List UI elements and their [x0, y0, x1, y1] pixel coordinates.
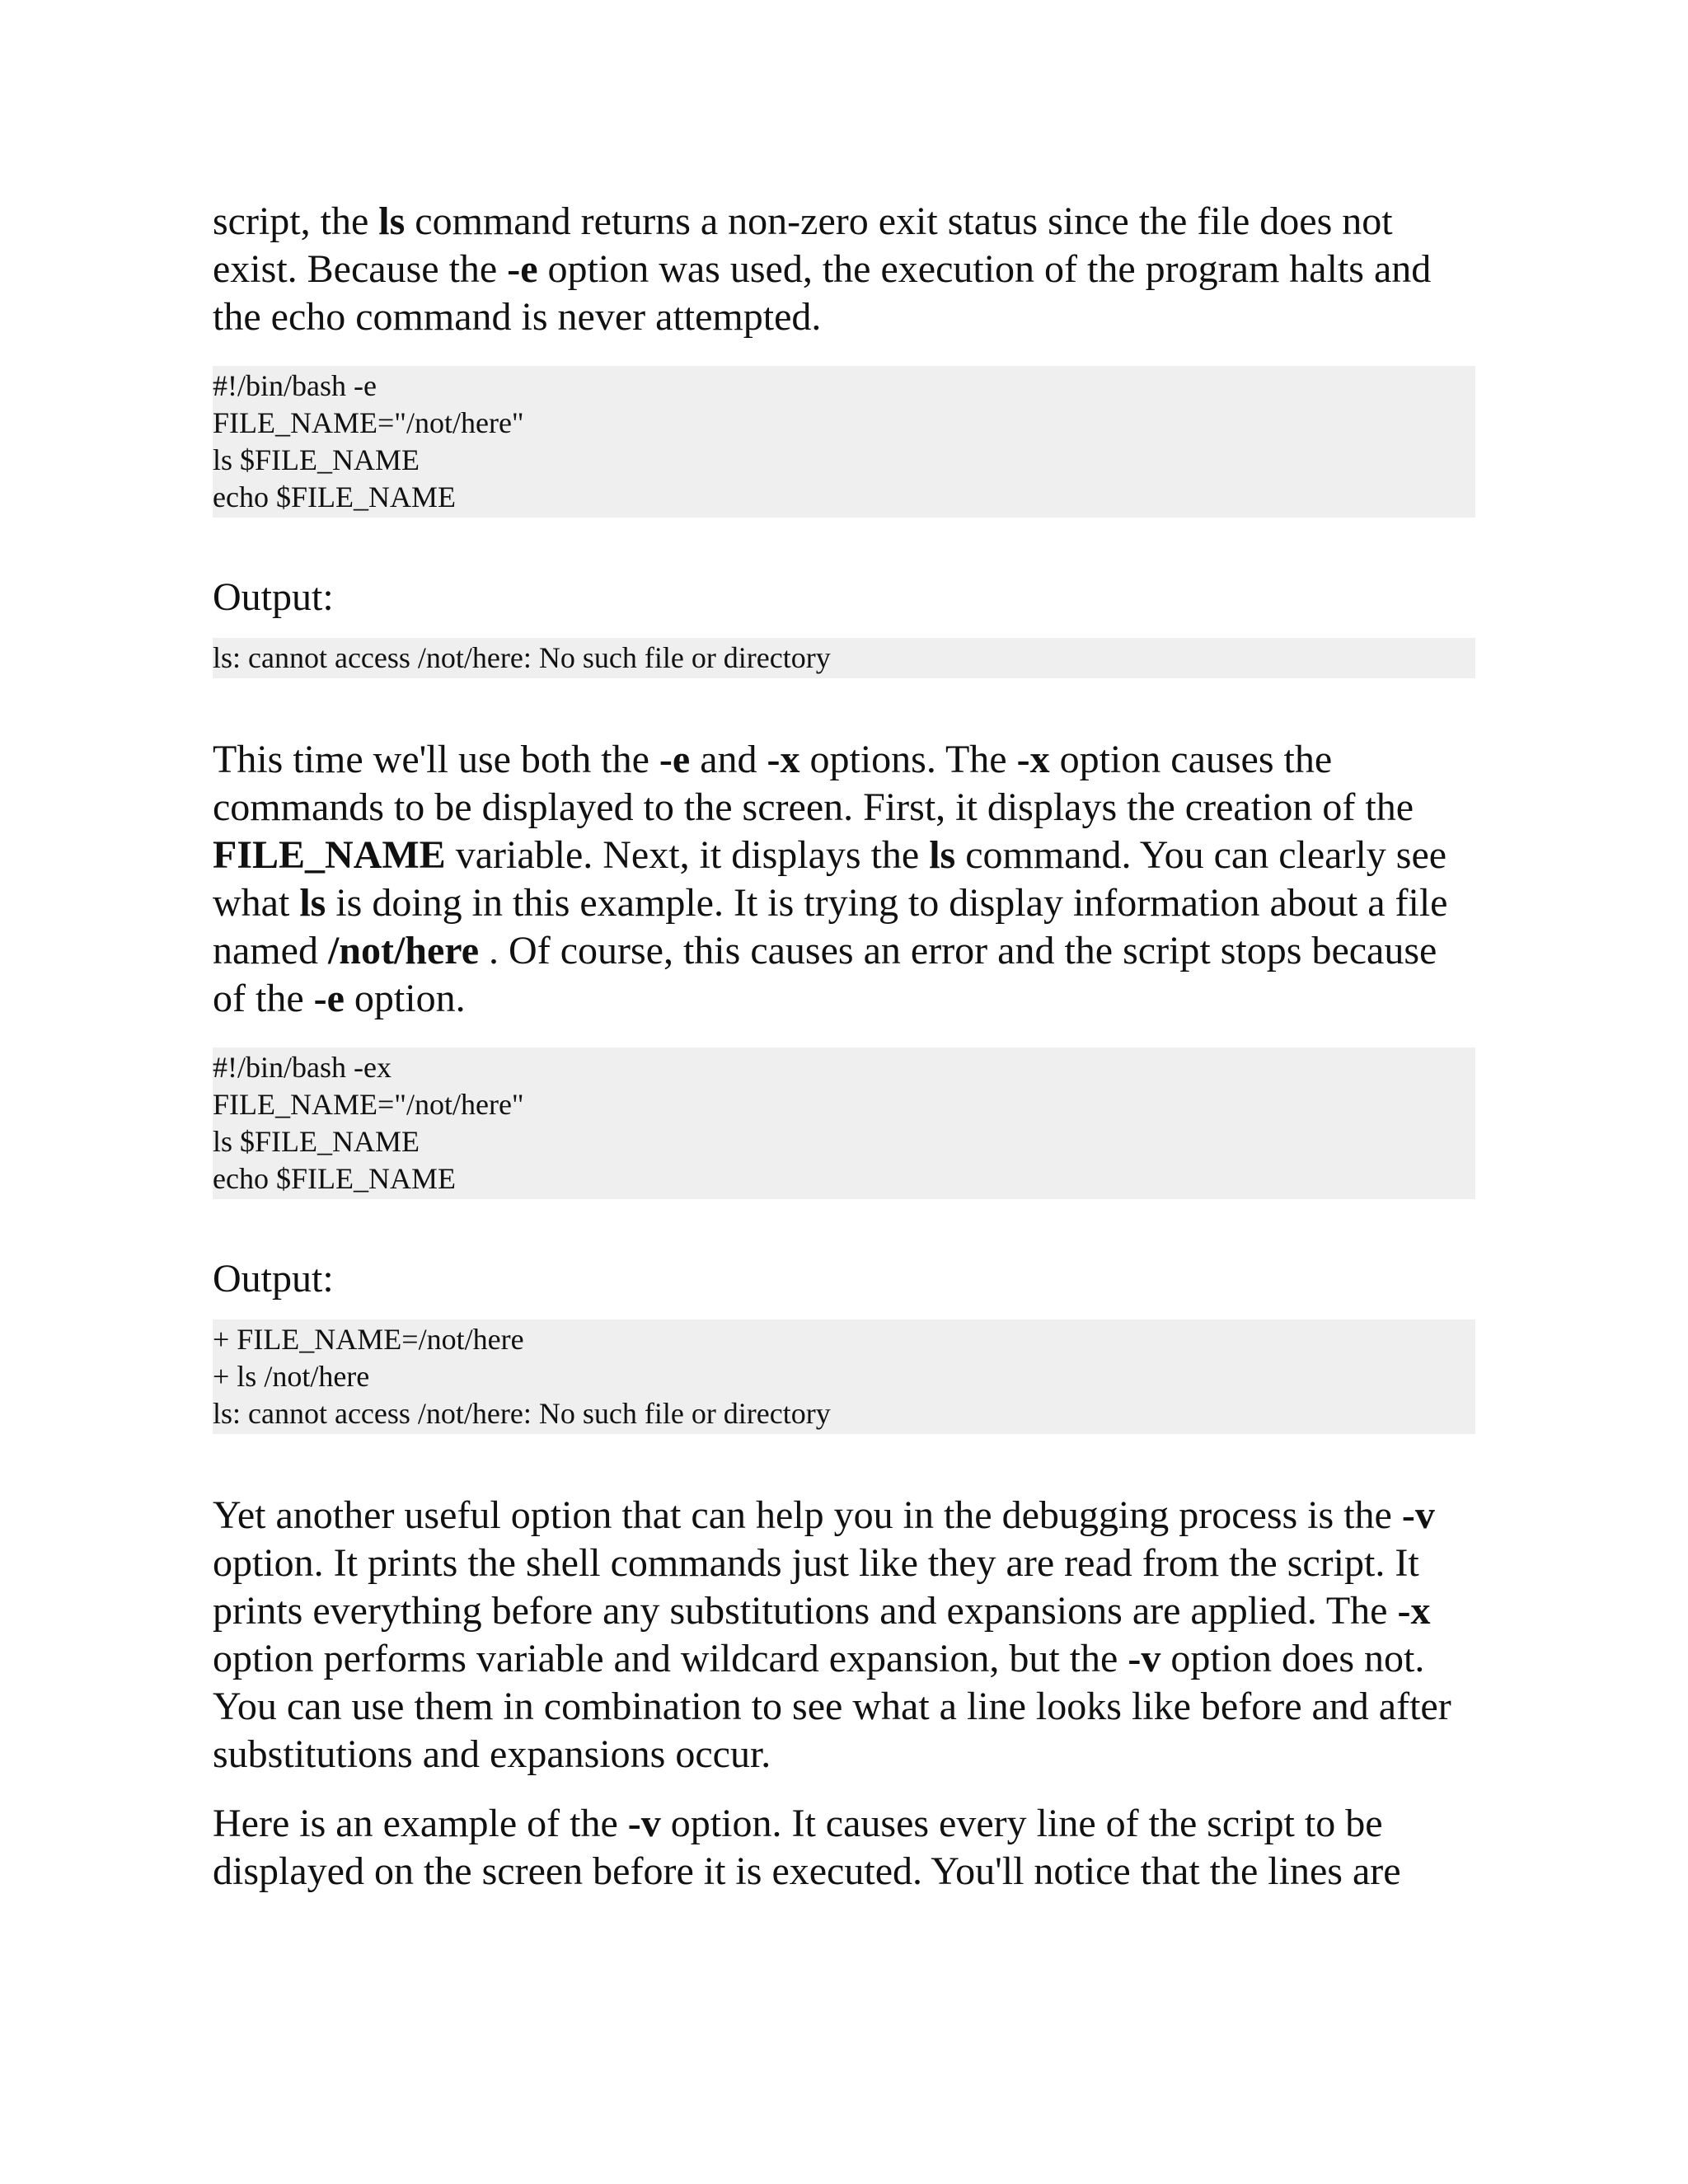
bold-text: -v: [1401, 1493, 1435, 1537]
text-run: command returns a non-zero exit status since the file does not exist. Because the: [213, 199, 1393, 291]
text-run: option. It causes every line of the script to be displayed on the screen before it is executed. You'll notice that the lines are: [213, 1802, 1401, 1893]
paragraph-v-example: [213, 1800, 1475, 1896]
bold-text: ls: [929, 833, 956, 877]
text-run: command. You can clearly see what: [213, 833, 1447, 925]
text-run: option does not. You can use them in combination to see what a line looks like before and after substitutions and expansions occur.: [213, 1637, 1451, 1776]
bold-text: -v: [1128, 1637, 1161, 1680]
code-line: FILE_NAME="/not/here": [213, 406, 524, 439]
text-run: Yet another useful option that can help you in the debugging process is the: [213, 1493, 1402, 1537]
text-run: option causes the commands to be displayed to the screen. First, it displays the creation of the: [213, 738, 1414, 829]
text-run: is doing in this example. It is trying to display information about a file named: [213, 881, 1448, 972]
bold-text: -x: [1016, 738, 1050, 781]
code-line: + ls /not/here: [213, 1360, 370, 1393]
code-line: ls: cannot access /not/here: No such file or directory: [213, 1397, 831, 1430]
text-run: script, the: [213, 199, 379, 243]
bold-text: -x: [767, 738, 800, 781]
bold-text: -x: [1397, 1589, 1431, 1633]
paragraph-intro: [213, 198, 1475, 341]
output-label: Output:: [213, 1257, 334, 1301]
bold-text: ls: [378, 199, 406, 243]
document-page: [213, 198, 1475, 1896]
code-line: echo $FILE_NAME: [213, 480, 456, 513]
bold-text: -e: [507, 247, 538, 291]
text-run: This time we'll use both the: [213, 738, 659, 781]
output-block-1: [213, 638, 1475, 678]
code-line: ls $FILE_NAME: [213, 443, 420, 476]
bold-text: FILE_NAME: [213, 833, 446, 877]
code-line: ls $FILE_NAME: [213, 1125, 420, 1158]
bold-text: -e: [313, 977, 345, 1020]
bold-text: -v: [627, 1802, 661, 1845]
paragraph-v-option: [213, 1492, 1475, 1779]
bold-text: /not/here: [327, 929, 480, 972]
text-run: Here is an example of the: [213, 1802, 628, 1845]
paragraph-e-and-x: [213, 736, 1475, 1023]
code-block-bash-ex: [213, 1047, 1475, 1199]
text-run: option. It prints the shell commands just like they are read from the script. It prints everything before any substitutions and expansions are applied. The: [213, 1541, 1419, 1633]
code-line: echo $FILE_NAME: [213, 1162, 456, 1195]
code-line: ls: cannot access /not/here: No such file or directory: [213, 641, 831, 674]
text-run: options. The: [799, 738, 1017, 781]
text-run: and: [690, 738, 767, 781]
text-run: variable. Next, it displays the: [445, 833, 930, 877]
bold-text: -e: [659, 738, 691, 781]
output-block-2: [213, 1319, 1475, 1434]
code-line: #!/bin/bash -e: [213, 369, 377, 402]
code-line: FILE_NAME="/not/here": [213, 1088, 524, 1121]
code-line: + FILE_NAME=/not/here: [213, 1323, 524, 1356]
output-label: Output:: [213, 575, 334, 619]
text-run: option was used, the execution of the program halts and the echo command is never attempted.: [213, 247, 1432, 339]
text-run: option.: [344, 977, 466, 1020]
text-run: option performs variable and wildcard expansion, but the: [213, 1637, 1128, 1680]
bold-text: ls: [299, 881, 326, 925]
code-block-bash-e: [213, 366, 1475, 518]
code-line: #!/bin/bash -ex: [213, 1051, 392, 1084]
text-run: . Of course, this causes an error and the script stops because of the: [213, 929, 1437, 1020]
